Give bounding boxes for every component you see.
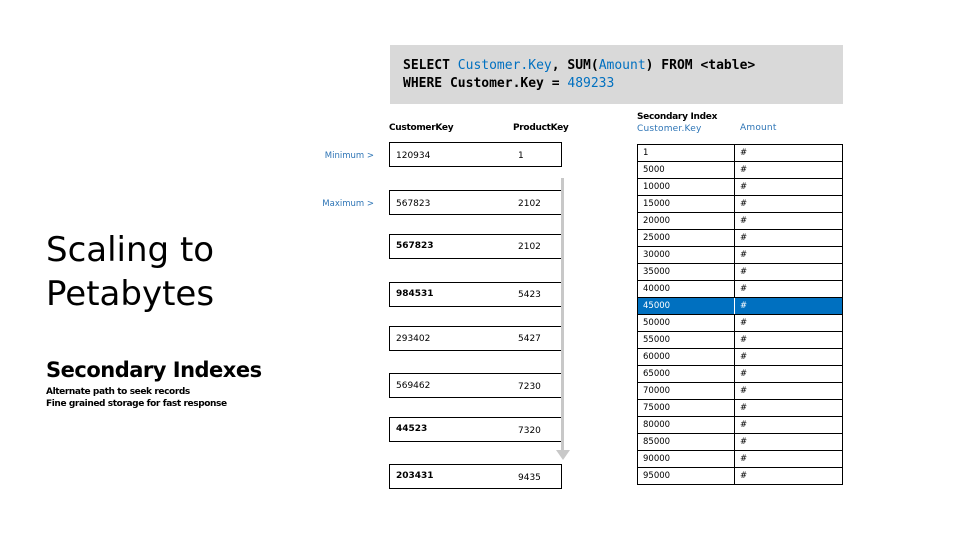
segment-1-min-customer-key: 120934: [396, 151, 431, 161]
secondary-index-key-cell: 65000: [643, 369, 671, 379]
secondary-index-key-cell: 20000: [643, 216, 671, 226]
secondary-index-header-amount: Amount: [740, 123, 777, 133]
secondary-index-key-cell: 45000: [643, 301, 671, 311]
column-divider: [734, 349, 735, 365]
secondary-index-row: [638, 451, 842, 468]
secondary-index-row: [638, 400, 842, 417]
segment-2-min-customer-key: 567823: [396, 241, 434, 251]
secondary-index-row: [638, 145, 842, 162]
sql-column-amount: Amount: [598, 58, 646, 73]
secondary-index-amount-cell: #: [740, 352, 748, 362]
segment-1-min-product-key: 1: [518, 151, 524, 161]
sql-comma: ,: [551, 58, 560, 73]
segment-3-max-customer-key: 569462: [396, 381, 431, 391]
secondary-index-row: [638, 349, 842, 366]
sql-sum-function: SUM(: [567, 58, 599, 73]
column-divider: [734, 383, 735, 399]
scan-arrow-line: [561, 178, 564, 452]
secondary-index-amount-cell: #: [740, 199, 748, 209]
secondary-index-row: [638, 213, 842, 230]
segment-3-max-product-key: 7230: [518, 382, 541, 392]
secondary-index-key-cell: 40000: [643, 284, 671, 294]
column-divider: [734, 264, 735, 280]
secondary-index-row: [638, 264, 842, 281]
secondary-index-key-cell: 1: [643, 148, 649, 158]
secondary-index-amount-cell: #: [740, 369, 748, 379]
segment-3-max-row: [389, 373, 562, 398]
secondary-index-amount-cell: #: [740, 386, 748, 396]
maximum-label: Maximum >: [322, 199, 374, 209]
secondary-index-key-cell: 70000: [643, 386, 671, 396]
secondary-index-row: [638, 434, 842, 451]
secondary-index-row: [638, 315, 842, 332]
secondary-index-amount-cell: #: [740, 318, 748, 328]
secondary-index-amount-cell: #: [740, 233, 748, 243]
secondary-index-row: [638, 366, 842, 383]
secondary-index-key-cell: 15000: [643, 199, 671, 209]
column-divider: [734, 434, 735, 450]
column-divider: [734, 400, 735, 416]
secondary-index-title: Secondary Index: [637, 112, 718, 122]
column-divider: [734, 213, 735, 229]
column-divider: [734, 162, 735, 178]
segment-2-max-row: [389, 282, 562, 307]
column-divider: [734, 247, 735, 263]
slide-subtitle: Secondary Indexes: [46, 358, 262, 382]
column-divider: [734, 417, 735, 433]
secondary-index-amount-cell: #: [740, 182, 748, 192]
secondary-index-amount-cell: #: [740, 471, 748, 481]
secondary-index-key-cell: 85000: [643, 437, 671, 447]
segment-4-max-customer-key: 203431: [396, 471, 434, 481]
segment-4-max-product-key: 9435: [518, 473, 541, 483]
secondary-index-amount-cell: #: [740, 454, 748, 464]
secondary-index-row: [638, 417, 842, 434]
slide-title: [46, 228, 214, 316]
segment-3-min-row: [389, 326, 562, 351]
secondary-index-key-cell: 90000: [643, 454, 671, 464]
column-divider: [734, 315, 735, 331]
slide-title-line-1: Scaling to: [46, 230, 215, 270]
secondary-index-amount-cell: #: [740, 437, 748, 447]
secondary-index-row: [638, 179, 842, 196]
secondary-index-amount-cell: #: [740, 250, 748, 260]
column-divider: [734, 281, 735, 297]
column-divider: [734, 179, 735, 195]
column-divider: [734, 196, 735, 212]
slide-title-line-2: Petabytes: [46, 274, 215, 314]
secondary-index-row: [638, 383, 842, 400]
secondary-index-amount-cell: #: [740, 284, 748, 294]
column-divider: [734, 451, 735, 467]
header-customer-key: CustomerKey: [389, 123, 454, 133]
secondary-index-amount-cell: #: [740, 148, 748, 158]
column-divider: [734, 230, 735, 246]
segment-2-min-product-key: 2102: [518, 242, 541, 252]
sql-filter-value: 489233: [567, 76, 615, 91]
secondary-index-amount-cell: #: [740, 165, 748, 175]
secondary-index-header-key: Customer.Key: [637, 124, 702, 134]
segment-4-min-product-key: 7320: [518, 426, 541, 436]
secondary-index-row: [638, 281, 842, 298]
column-divider: [734, 298, 735, 314]
scan-arrow-head-icon: [556, 450, 570, 460]
header-product-key: ProductKey: [513, 123, 569, 133]
secondary-index-key-cell: 50000: [643, 318, 671, 328]
sql-query-box: [390, 45, 843, 104]
sql-from-clause: ) FROM <table>: [645, 58, 756, 73]
column-divider: [734, 468, 735, 484]
secondary-index-amount-cell: #: [740, 216, 748, 226]
secondary-index-key-cell: 60000: [643, 352, 671, 362]
secondary-index-key-cell: 95000: [643, 471, 671, 481]
segment-4-max-row: [389, 464, 562, 489]
secondary-index-amount-cell: #: [740, 335, 748, 345]
segment-3-min-product-key: 5427: [518, 334, 541, 344]
sql-column-customer-key: Customer.Key: [457, 58, 552, 73]
sql-where-clause: WHERE Customer.Key =: [403, 76, 560, 91]
secondary-index-amount-cell: #: [740, 403, 748, 413]
secondary-index-row: [638, 230, 842, 247]
sql-select-keyword: SELECT: [403, 58, 450, 73]
secondary-index-key-cell: 10000: [643, 182, 671, 192]
column-divider: [734, 366, 735, 382]
secondary-index-amount-cell: #: [740, 301, 748, 311]
secondary-index-key-cell: 80000: [643, 420, 671, 430]
segment-2-max-customer-key: 984531: [396, 289, 434, 299]
segment-2-min-row: [389, 234, 562, 259]
secondary-index-amount-cell: #: [740, 267, 748, 277]
segment-1-max-product-key: 2102: [518, 199, 541, 209]
sql-line-1: [403, 58, 755, 73]
segment-1-max-customer-key: 567823: [396, 199, 431, 209]
segment-4-min-row: [389, 417, 562, 442]
segment-4-min-customer-key: 44523: [396, 424, 428, 434]
minimum-label: Minimum >: [324, 151, 374, 161]
secondary-index-row: [638, 162, 842, 179]
secondary-index-key-cell: 35000: [643, 267, 671, 277]
secondary-index-key-cell: 25000: [643, 233, 671, 243]
description-line-1: Alternate path to seek records: [46, 387, 190, 397]
description-line-2: Fine grained storage for fast response: [46, 399, 227, 409]
secondary-index-row: [638, 196, 842, 213]
secondary-index-row: [638, 468, 842, 484]
secondary-index-row-highlighted: [638, 298, 842, 315]
secondary-index-key-cell: 5000: [643, 165, 665, 175]
secondary-index-key-cell: 30000: [643, 250, 671, 260]
segment-2-max-product-key: 5423: [518, 290, 541, 300]
column-divider: [734, 332, 735, 348]
segment-1-min-row: [389, 142, 562, 167]
segment-1-max-row: [389, 190, 562, 215]
secondary-index-table: [637, 144, 843, 485]
segment-3-min-customer-key: 293402: [396, 334, 431, 344]
sql-line-2: [403, 76, 614, 91]
secondary-index-key-cell: 55000: [643, 335, 671, 345]
secondary-index-row: [638, 247, 842, 264]
secondary-index-key-cell: 75000: [643, 403, 671, 413]
secondary-index-row: [638, 332, 842, 349]
secondary-index-amount-cell: #: [740, 420, 748, 430]
column-divider: [734, 145, 735, 161]
